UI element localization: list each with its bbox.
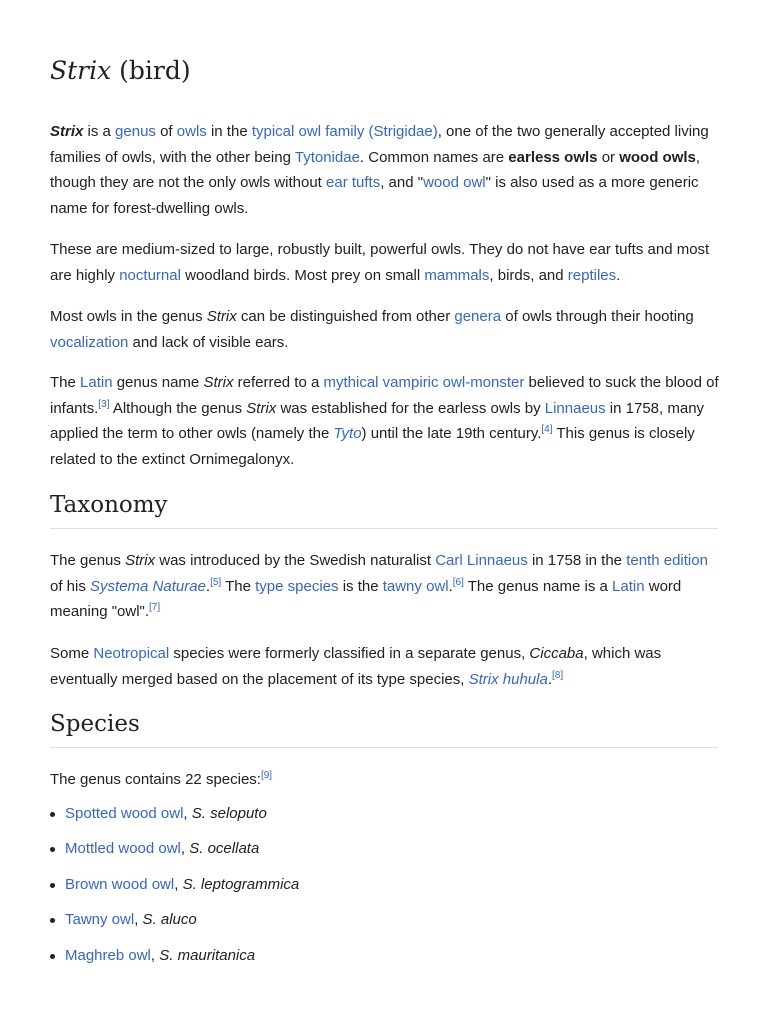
- text: .: [205, 577, 211, 595]
- text: Some: [50, 645, 94, 662]
- page-title: [50, 56, 191, 85]
- link-latin[interactable]: Latin: [612, 577, 645, 595]
- citation-6[interactable]: [6]: [452, 576, 464, 588]
- text: . Common names are: [359, 148, 509, 166]
- text: The: [50, 374, 81, 391]
- text: .: [547, 670, 552, 688]
- text: Most owls in the genus: [50, 308, 207, 325]
- taxonomy-paragraph-1: [50, 548, 722, 625]
- species-scientific-name: S. mauritanica: [159, 946, 256, 964]
- text: ,: [174, 875, 183, 893]
- species-list-container: [50, 801, 722, 978]
- text: of his: [50, 577, 91, 595]
- taxonomy-paragraph-2: [50, 641, 722, 692]
- text: , birds, and: [489, 266, 568, 284]
- term-strix: Strix: [125, 552, 156, 569]
- link-strix-huhula[interactable]: Strix huhula: [468, 670, 548, 688]
- text: ,: [180, 840, 190, 858]
- link-wood-owl[interactable]: wood owl: [423, 174, 486, 192]
- text: This genus is closely related to the extinct Ornimegalonyx.: [50, 425, 695, 468]
- text: is a: [83, 123, 116, 140]
- text: The genus name is a: [463, 577, 613, 595]
- link-species-common-name[interactable]: Spotted wood owl: [65, 805, 184, 822]
- intro-paragraph-3: [50, 304, 722, 355]
- text: can be distinguished from other: [236, 308, 455, 325]
- link-genus[interactable]: genus: [115, 123, 156, 140]
- link-mammals[interactable]: mammals: [424, 266, 490, 284]
- species-scientific-name: S. aluco: [142, 911, 197, 929]
- species-list: [50, 801, 722, 978]
- citation-8[interactable]: [8]: [551, 669, 564, 681]
- link-carl-linnaeus[interactable]: Carl Linnaeus: [435, 552, 528, 569]
- link-vocalization[interactable]: vocalization: [50, 333, 129, 351]
- link-ear-tufts[interactable]: ear tufts: [326, 174, 381, 192]
- citation-3[interactable]: [3]: [98, 398, 110, 410]
- text: believed to suck the blood of infants.: [50, 374, 719, 417]
- list-item: [50, 907, 722, 942]
- link-species-common-name[interactable]: Tawny owl: [65, 911, 135, 929]
- link-type-species[interactable]: type species: [255, 577, 339, 595]
- citation-4[interactable]: [4]: [541, 424, 553, 436]
- text: was established for the earless owls by: [276, 399, 545, 417]
- text: ,: [134, 911, 143, 929]
- text: woodland birds. Most prey on small: [180, 266, 425, 284]
- link-typical-owl-family[interactable]: typical owl family (Strigidae): [251, 123, 438, 140]
- species-scientific-name: S. ocellata: [189, 840, 260, 858]
- text: genus name: [112, 374, 204, 391]
- list-item: [50, 943, 722, 978]
- link-latin[interactable]: Latin: [80, 374, 113, 391]
- citation-5[interactable]: [5]: [210, 576, 222, 588]
- list-item: [50, 801, 722, 836]
- text: The genus contains 22 species:: [50, 771, 261, 788]
- intro-paragraph-2: [50, 237, 722, 288]
- page-title-genus: Strix: [50, 56, 112, 85]
- text: " is also used as a more generic name for forest-dwelling owls.: [50, 174, 699, 217]
- link-tytonidae[interactable]: Tytonidae: [294, 148, 360, 166]
- link-mythical-owl-monster[interactable]: mythical vampiric owl-monster: [323, 374, 525, 391]
- list-item: [50, 836, 722, 871]
- term-strix: Strix: [206, 308, 237, 325]
- link-reptiles[interactable]: reptiles: [567, 266, 617, 284]
- link-species-common-name[interactable]: Mottled wood owl: [65, 840, 181, 858]
- text: .: [448, 577, 453, 595]
- link-tenth-edition[interactable]: tenth edition: [626, 552, 708, 569]
- text: These are medium-sized to large, robustly built, powerful owls. They do not have ear tufts and most are highly: [50, 241, 710, 284]
- text: was introduced by the Swedish naturalist: [155, 552, 436, 569]
- text: in the: [206, 123, 252, 140]
- text: , one of the two generally accepted living families of owls, with the other being: [50, 123, 709, 166]
- text: is the: [338, 577, 383, 595]
- link-systema-naturae[interactable]: Systema Naturae: [90, 577, 206, 595]
- text: referred to a: [233, 374, 324, 391]
- text: of owls through their hooting: [501, 308, 694, 325]
- link-linnaeus[interactable]: Linnaeus: [544, 399, 606, 417]
- section-heading-species: Species: [50, 711, 718, 748]
- text: , which was eventually merged based on the placement of its type species,: [50, 645, 662, 688]
- text: or: [597, 148, 620, 166]
- text: ,: [150, 946, 160, 964]
- intro-paragraph-4: [50, 370, 722, 472]
- term-strix: Strix: [50, 123, 84, 140]
- page-title-suffix: (bird): [111, 56, 191, 85]
- species-scientific-name: S. leptogrammica: [182, 875, 300, 893]
- text: , though they are not the only owls without: [50, 148, 701, 192]
- citation-9[interactable]: [9]: [260, 770, 273, 781]
- link-species-common-name[interactable]: Maghreb owl: [65, 946, 151, 964]
- text: and lack of visible ears.: [128, 333, 289, 351]
- text: in 1758, many applied the term to other owls (namely the: [50, 399, 705, 443]
- term-earless-owls: earless owls: [508, 148, 598, 166]
- link-neotropical[interactable]: Neotropical: [93, 645, 170, 662]
- link-tawny-owl[interactable]: tawny owl: [382, 577, 449, 595]
- list-item: [50, 872, 722, 907]
- text: ,: [183, 805, 192, 822]
- term-ciccaba: Ciccaba: [529, 645, 584, 662]
- term-strix: Strix: [203, 374, 234, 391]
- intro-paragraph-1: [50, 119, 722, 221]
- text: The genus: [50, 552, 126, 569]
- species-intro: [50, 767, 722, 793]
- link-owls[interactable]: owls: [176, 123, 207, 140]
- text: word meaning "owl".: [50, 577, 682, 621]
- section-heading-taxonomy: Taxonomy: [50, 492, 718, 529]
- text: Although the genus: [109, 399, 247, 417]
- text: The: [221, 577, 256, 595]
- text: , and ": [380, 174, 424, 192]
- term-strix: Strix: [246, 399, 277, 417]
- text: .: [616, 266, 621, 284]
- link-tyto[interactable]: Tyto: [333, 425, 362, 443]
- citation-7[interactable]: [7]: [149, 602, 161, 614]
- link-species-common-name[interactable]: Brown wood owl: [65, 875, 175, 893]
- link-genera[interactable]: genera: [454, 308, 502, 325]
- text: species were formerly classified in a separate genus,: [169, 645, 530, 662]
- term-wood-owls: wood owls: [619, 148, 696, 166]
- text: of: [155, 123, 177, 140]
- text: in 1758 in the: [527, 552, 627, 569]
- species-scientific-name: S. seloputo: [191, 805, 267, 822]
- text: ) until the late 19th century.: [361, 425, 542, 443]
- link-nocturnal[interactable]: nocturnal: [119, 266, 181, 284]
